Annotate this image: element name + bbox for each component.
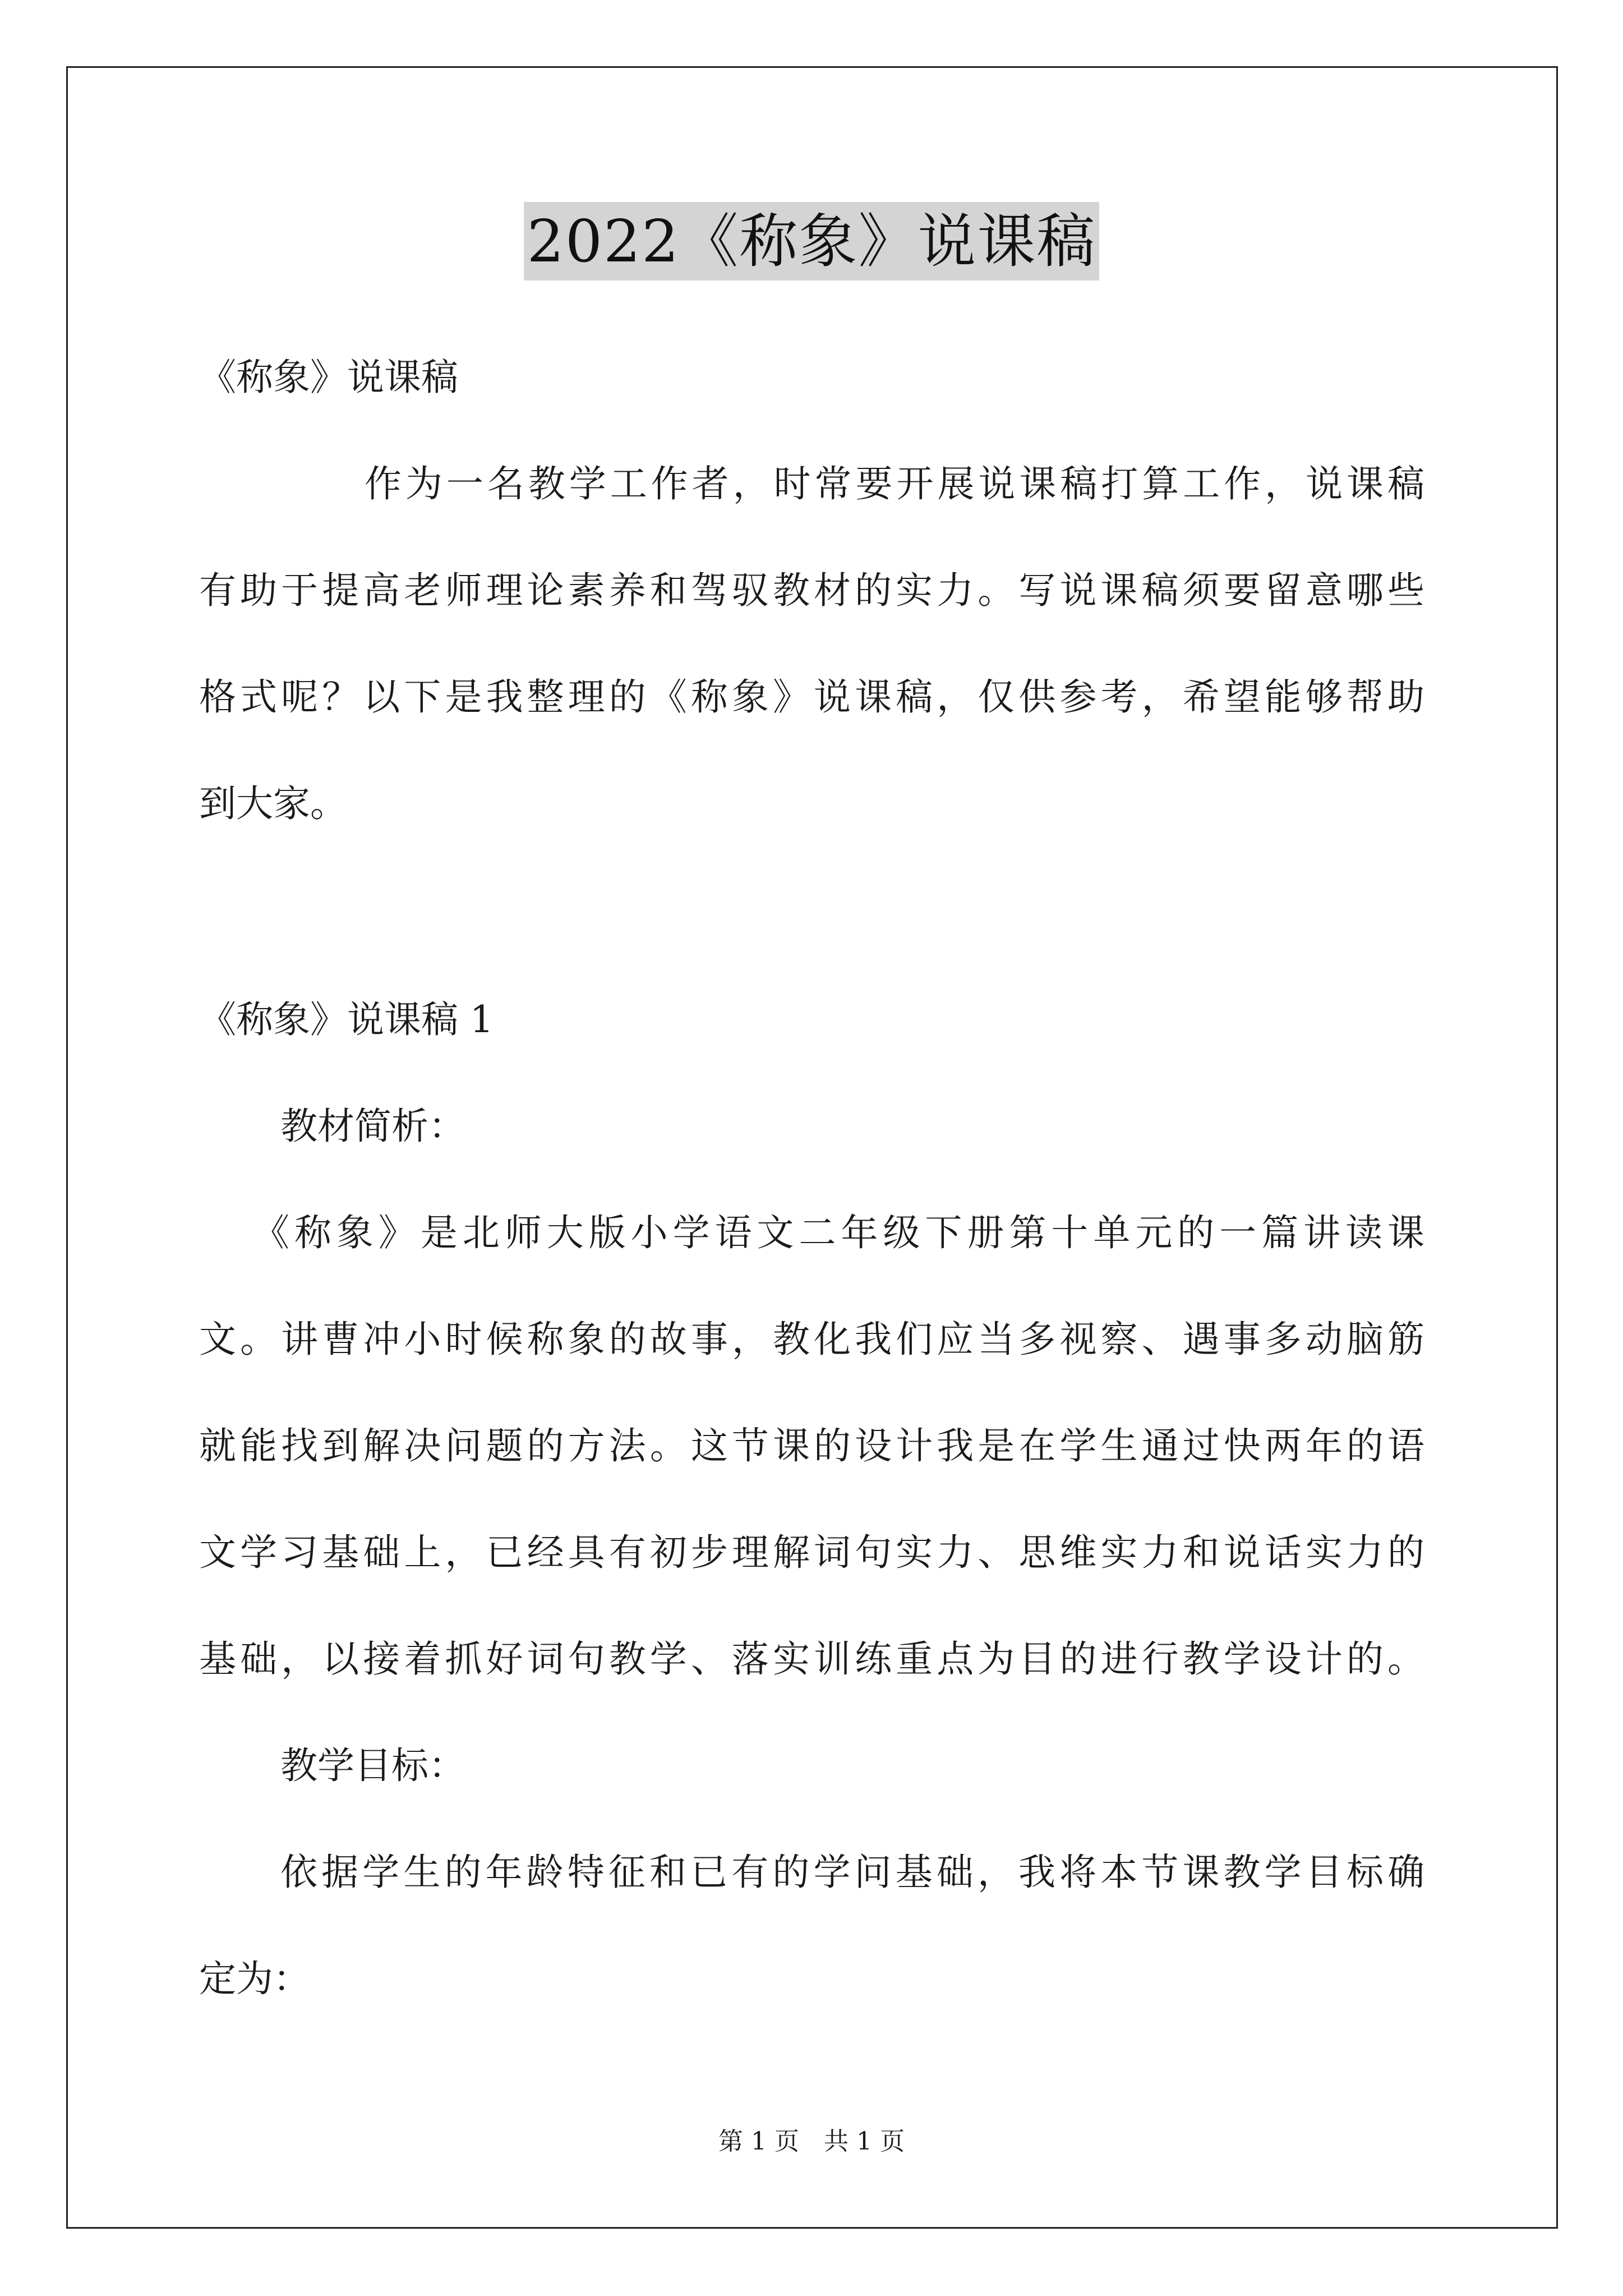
intro-line-1: 作为一名教学工作者，时常要开展说课稿打算工作，说课稿 <box>365 462 1424 505</box>
goals-heading: 教学目标： <box>280 1744 465 1787</box>
title-container <box>0 202 1623 280</box>
page-footer <box>0 2126 1623 2157</box>
analysis-line-2: 文。讲曹冲小时候称象的故事，教化我们应当多视察、遇事多动脑筋 <box>199 1318 1424 1361</box>
page-number-current: 第 1 页 <box>718 2127 799 2156</box>
analysis-line-1: 《称象》是北师大版小学语文二年级下册第十单元的一篇讲读课 <box>252 1211 1424 1254</box>
analysis-line-3: 就能找到解决问题的方法。这节课的设计我是在学生通过快两年的语 <box>199 1424 1424 1467</box>
intro-line-4: 到大家。 <box>199 782 347 825</box>
analysis-heading: 教材简析： <box>280 1105 465 1148</box>
document-subtitle: 《称象》说课稿 <box>199 356 458 399</box>
page-number-total: 共 1 页 <box>824 2127 905 2156</box>
intro-line-2: 有助于提高老师理论素养和驾驭教材的实力。写说课稿须要留意哪些 <box>199 569 1424 612</box>
goals-line-2: 定为： <box>199 1957 310 2000</box>
intro-line-3: 格式呢？以下是我整理的《称象》说课稿，仅供参考，希望能够帮助 <box>199 675 1424 719</box>
section-heading: 《称象》说课稿 1 <box>199 998 494 1041</box>
goals-line-1: 依据学生的年龄特征和已有的学问基础，我将本节课教学目标确 <box>280 1851 1424 1894</box>
analysis-line-5: 基础，以接着抓好词句教学、落实训练重点为目的进行教学设计的。 <box>199 1637 1424 1681</box>
document-title: 2022《称象》说课稿 <box>524 202 1100 280</box>
analysis-line-4: 文学习基础上，已经具有初步理解词句实力、思维实力和说话实力的 <box>199 1531 1424 1574</box>
